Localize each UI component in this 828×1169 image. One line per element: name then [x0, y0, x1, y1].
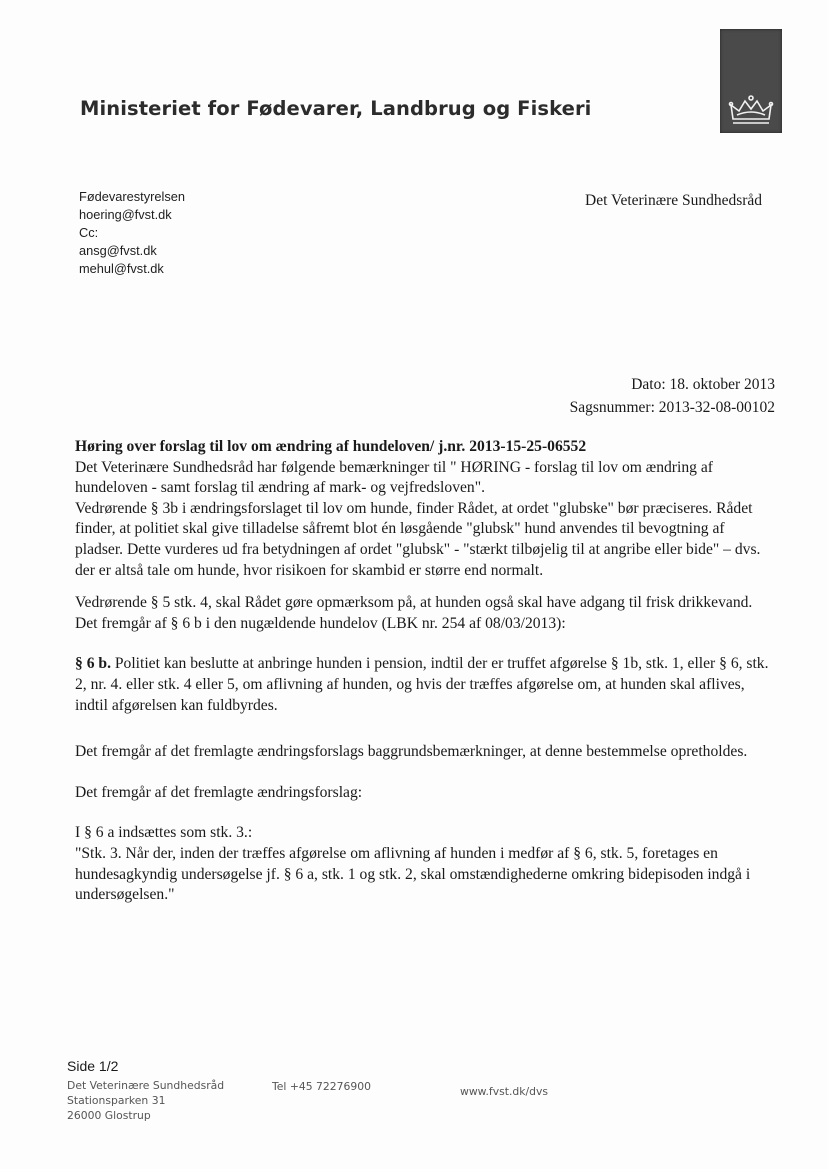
- page-number: Side 1/2: [67, 1058, 119, 1074]
- recipient-line: mehul@fvst.dk: [79, 261, 164, 276]
- recipient-line: ansg@fvst.dk: [79, 243, 157, 258]
- paragraph: Det fremgår af det fremlagte ændringsforslags baggrundsbemærkninger, at denne bestemmelse opretholdes.: [75, 743, 748, 761]
- footer-address: [67, 1078, 224, 1123]
- sender-name: Det Veterinære Sundhedsråd: [585, 192, 763, 209]
- paragraph: Det fremgår af § 6 b i den nugældende hundelov (LBK nr. 254 af 08/03/2013):: [75, 614, 566, 632]
- paragraph: Vedrørende § 3b i ændringsforslaget til lov om hunde, finder Rådet, at ordet "glubske" bør præciseres. Rådet finder, at politiet skal give tilladelse såfremt blot én løsgående "glubsk" hund anvendes til bevogtning af pladser. Dette vurderes ud fra betydningen af ordet "glubsk" - "stærkt tilbøjelig til at angribe eller bide" – dvs. der er altså tale om hunde, hvor risikoen for skambid er større end normalt.: [75, 499, 761, 579]
- paragraph: Vedrørende § 5 stk. 4, skal Rådet gøre opmærksom på, at hunden også skal have adgang til frisk drikkevand.: [75, 594, 753, 612]
- crown-icon: [725, 93, 777, 129]
- recipient-line: Cc:: [79, 225, 99, 240]
- amendment-quote: "Stk. 3. Når der, inden der træffes afgørelse om aflivning af hunden i medfør af § 6, stk. 5, foretages en hundesagkyndig undersøgelse jf. § 6 a, stk. 1 og stk. 2, skal omstændighederne omkring bidepisoden indgå i undersøgelsen.": [75, 844, 751, 904]
- case-number: Sagsnummer: 2013-32-08-00102: [569, 398, 775, 416]
- paragraph: Det fremgår af det fremlagte ændringsforslag:: [75, 783, 363, 801]
- law-quote: [75, 654, 775, 716]
- footer-city: 26000 Glostrup: [67, 1109, 151, 1122]
- ministry-logo: [720, 29, 782, 133]
- footer-phone: Tel +45 72276900: [272, 1080, 372, 1093]
- footer-website[interactable]: www.fvst.dk/dvs: [460, 1085, 549, 1098]
- footer-org: Det Veterinære Sundhedsråd: [67, 1079, 225, 1092]
- ministry-name: Ministeriet for Fødevarer, Landbrug og Fiskeri: [80, 97, 592, 120]
- recipient-line: hoering@fvst.dk: [79, 207, 172, 222]
- letter-body: [75, 437, 775, 906]
- footer-street: Stationsparken 31: [67, 1094, 166, 1107]
- paragraph: I § 6 a indsættes som stk. 3.:: [75, 824, 253, 842]
- recipient-block: [79, 188, 185, 278]
- letter-title: Høring over forslag til lov om ændring af hundeloven/ j.nr. 2013-15-25-06552: [75, 438, 587, 455]
- law-quote-text: Politiet kan beslutte at anbringe hunden i pension, indtil der er truffet afgørelse § 1b, stk. 1, eller § 6, stk. 2, nr. 4. eller stk. 4 eller 5, om aflivning af hunden, og hvis der træffes afgørelse om, at hunden skal aflives, indtil afgørelsen kan fuldbyrdes.: [75, 655, 769, 714]
- recipient-line: Fødevarestyrelsen: [79, 189, 185, 204]
- paragraph: Det Veterinære Sundhedsråd har følgende bemærkninger til " HØRING - forslag til lov om ændring af hundeloven - samt forslag til ændring af mark- og vejfredsloven".: [75, 458, 713, 497]
- section-label: § 6 b.: [75, 655, 111, 673]
- date-block: [570, 374, 775, 419]
- date-line: Dato: 18. oktober 2013: [631, 376, 775, 393]
